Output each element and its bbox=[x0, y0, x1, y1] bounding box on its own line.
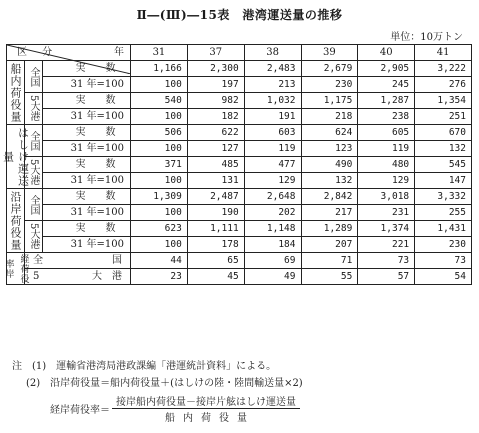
value-cell: 276 bbox=[415, 77, 472, 93]
year-header: 31 bbox=[131, 45, 188, 61]
ratio-group-label: 経荷役率岸 bbox=[3, 253, 29, 284]
value-cell: 1,166 bbox=[131, 61, 188, 77]
value-cell: 207 bbox=[301, 237, 358, 253]
row-label bbox=[43, 93, 131, 109]
row-label bbox=[43, 157, 131, 173]
ratio-row-label bbox=[25, 269, 131, 285]
value-cell: 982 bbox=[187, 93, 244, 109]
formula-denominator: 船内荷役量 bbox=[165, 413, 255, 424]
value-cell: 605 bbox=[358, 125, 415, 141]
table-row bbox=[7, 221, 472, 237]
value-cell: 100 bbox=[131, 237, 188, 253]
value-cell: 44 bbox=[131, 253, 188, 269]
formula-fraction bbox=[112, 393, 300, 424]
value-cell: 2,300 bbox=[187, 61, 244, 77]
value-cell: 73 bbox=[358, 253, 415, 269]
header-corner bbox=[7, 45, 131, 61]
row-label-text: 31 年=100 bbox=[70, 79, 125, 90]
value-cell: 1,431 bbox=[415, 221, 472, 237]
table-title: Ⅱ―(Ⅲ)―15表 港湾運送量の推移 bbox=[136, 8, 343, 22]
transport-volume-table bbox=[1, 44, 472, 285]
value-cell: 2,905 bbox=[358, 61, 415, 77]
row-label bbox=[43, 141, 131, 157]
value-cell: 218 bbox=[301, 109, 358, 125]
row-label-text: 31 年=100 bbox=[70, 143, 125, 154]
row-label bbox=[43, 173, 131, 189]
table-row bbox=[7, 125, 472, 141]
value-cell: 132 bbox=[301, 173, 358, 189]
row-label bbox=[43, 77, 131, 93]
table-row bbox=[7, 189, 472, 205]
value-cell: 127 bbox=[187, 141, 244, 157]
subgroup-label: 全国 bbox=[25, 125, 43, 157]
ratio-row-label-b: 大 港 bbox=[92, 271, 123, 282]
notes bbox=[12, 358, 303, 392]
value-cell: 1,287 bbox=[358, 93, 415, 109]
table-row bbox=[7, 173, 472, 189]
subgroup-label: 5大港 bbox=[25, 221, 43, 253]
value-cell: 623 bbox=[131, 221, 188, 237]
table-row bbox=[7, 77, 472, 93]
row-label bbox=[43, 205, 131, 221]
row-label-text: 実 数 bbox=[75, 159, 116, 170]
value-cell: 119 bbox=[358, 141, 415, 157]
subgroup-label: 全国 bbox=[25, 189, 43, 221]
value-cell: 73 bbox=[415, 253, 472, 269]
value-cell: 129 bbox=[358, 173, 415, 189]
ratio-row-label-a: 5 bbox=[33, 271, 40, 282]
value-cell: 3,222 bbox=[415, 61, 472, 77]
row-label bbox=[43, 237, 131, 253]
row-label-text: 31 年=100 bbox=[70, 239, 125, 250]
value-cell: 245 bbox=[358, 77, 415, 93]
value-cell: 490 bbox=[301, 157, 358, 173]
value-cell: 3,332 bbox=[415, 189, 472, 205]
ratio-row-label-b: 国 bbox=[112, 255, 123, 266]
year-header: 39 bbox=[301, 45, 358, 61]
row-label-text: 31 年=100 bbox=[70, 111, 125, 122]
value-cell: 622 bbox=[187, 125, 244, 141]
value-cell: 1,032 bbox=[244, 93, 301, 109]
value-cell: 2,648 bbox=[244, 189, 301, 205]
value-cell: 147 bbox=[415, 173, 472, 189]
value-cell: 69 bbox=[244, 253, 301, 269]
value-cell: 670 bbox=[415, 125, 472, 141]
value-cell: 477 bbox=[244, 157, 301, 173]
row-label bbox=[43, 221, 131, 237]
value-cell: 238 bbox=[358, 109, 415, 125]
value-cell: 1,289 bbox=[301, 221, 358, 237]
value-cell: 1,309 bbox=[131, 189, 188, 205]
value-cell: 100 bbox=[131, 205, 188, 221]
value-cell: 251 bbox=[415, 109, 472, 125]
value-cell: 100 bbox=[131, 109, 188, 125]
value-cell: 217 bbox=[301, 205, 358, 221]
group-label: はしけ運送量 bbox=[1, 126, 30, 187]
value-cell: 3,018 bbox=[358, 189, 415, 205]
value-cell: 2,483 bbox=[244, 61, 301, 77]
year-label: 年 bbox=[114, 47, 125, 58]
value-cell: 54 bbox=[415, 269, 472, 285]
formula-numerator: 接岸船内荷役量－接岸片舷はしけ運送量 bbox=[112, 393, 300, 409]
value-cell: 371 bbox=[131, 157, 188, 173]
value-cell: 2,679 bbox=[301, 61, 358, 77]
year-header: 41 bbox=[415, 45, 472, 61]
value-cell: 2,487 bbox=[187, 189, 244, 205]
subgroup-label: 5大港 bbox=[25, 157, 43, 189]
value-cell: 65 bbox=[187, 253, 244, 269]
value-cell: 624 bbox=[301, 125, 358, 141]
table-row bbox=[7, 109, 472, 125]
value-cell: 1,175 bbox=[301, 93, 358, 109]
table-row bbox=[7, 141, 472, 157]
year-header: 38 bbox=[244, 45, 301, 61]
unit-label: 単位：10万トン bbox=[390, 32, 463, 43]
value-cell: 1,374 bbox=[358, 221, 415, 237]
value-cell: 485 bbox=[187, 157, 244, 173]
table-row bbox=[7, 253, 472, 269]
value-cell: 221 bbox=[358, 237, 415, 253]
value-cell: 71 bbox=[301, 253, 358, 269]
value-cell: 545 bbox=[415, 157, 472, 173]
value-cell: 45 bbox=[187, 269, 244, 285]
row-label-text: 実 数 bbox=[75, 127, 116, 138]
value-cell: 57 bbox=[358, 269, 415, 285]
value-cell: 1,111 bbox=[187, 221, 244, 237]
value-cell: 506 bbox=[131, 125, 188, 141]
value-cell: 129 bbox=[244, 173, 301, 189]
value-cell: 197 bbox=[187, 77, 244, 93]
row-label bbox=[43, 189, 131, 205]
value-cell: 119 bbox=[244, 141, 301, 157]
value-cell: 131 bbox=[187, 173, 244, 189]
value-cell: 184 bbox=[244, 237, 301, 253]
row-label-text: 31 年=100 bbox=[70, 207, 125, 218]
row-label-text: 実 数 bbox=[75, 95, 116, 106]
value-cell: 230 bbox=[301, 77, 358, 93]
value-cell: 190 bbox=[187, 205, 244, 221]
value-cell: 182 bbox=[187, 109, 244, 125]
value-cell: 132 bbox=[415, 141, 472, 157]
row-label-text: 実 数 bbox=[75, 223, 116, 234]
group-label: 沿岸荷役量 bbox=[7, 189, 25, 253]
value-cell: 202 bbox=[244, 205, 301, 221]
value-cell: 230 bbox=[415, 237, 472, 253]
group-label: 船内荷役量 bbox=[7, 61, 25, 125]
row-label-text: 31 年=100 bbox=[70, 175, 125, 186]
value-cell: 480 bbox=[358, 157, 415, 173]
ratio-row-label-a: 全 bbox=[33, 255, 43, 266]
category-label: 区 分 bbox=[17, 47, 59, 58]
value-cell: 178 bbox=[187, 237, 244, 253]
value-cell: 23 bbox=[131, 269, 188, 285]
table-row bbox=[7, 157, 472, 173]
row-label bbox=[43, 109, 131, 125]
row-label bbox=[43, 125, 131, 141]
value-cell: 55 bbox=[301, 269, 358, 285]
value-cell: 123 bbox=[301, 141, 358, 157]
value-cell: 100 bbox=[131, 77, 188, 93]
value-cell: 1,354 bbox=[415, 93, 472, 109]
value-cell: 603 bbox=[244, 125, 301, 141]
year-header: 40 bbox=[358, 45, 415, 61]
table-row bbox=[7, 93, 472, 109]
subgroup-label: 全国 bbox=[25, 61, 43, 93]
note-1: 注 (1) 運輸省港湾局港政課編「港運統計資料」による。 bbox=[12, 361, 277, 372]
value-cell: 100 bbox=[131, 141, 188, 157]
ratio-formula bbox=[50, 393, 300, 424]
value-cell: 231 bbox=[358, 205, 415, 221]
value-cell: 191 bbox=[244, 109, 301, 125]
ratio-row-label bbox=[25, 253, 131, 269]
year-header: 37 bbox=[187, 45, 244, 61]
table-row bbox=[7, 205, 472, 221]
table-row bbox=[7, 269, 472, 285]
row-label-text: 実 数 bbox=[75, 63, 116, 74]
value-cell: 49 bbox=[244, 269, 301, 285]
value-cell: 1,148 bbox=[244, 221, 301, 237]
row-label-text: 実 数 bbox=[75, 191, 116, 202]
value-cell: 100 bbox=[131, 173, 188, 189]
table-row bbox=[7, 237, 472, 253]
subgroup-label: 5大港 bbox=[25, 93, 43, 125]
value-cell: 540 bbox=[131, 93, 188, 109]
value-cell: 255 bbox=[415, 205, 472, 221]
value-cell: 213 bbox=[244, 77, 301, 93]
note-2: (2) 沿岸荷役量＝船内荷役量＋(はしけの陸・陸間輸送量×2) bbox=[26, 378, 303, 389]
formula-lhs: 経岸荷役率＝ bbox=[50, 405, 110, 416]
value-cell: 2,842 bbox=[301, 189, 358, 205]
